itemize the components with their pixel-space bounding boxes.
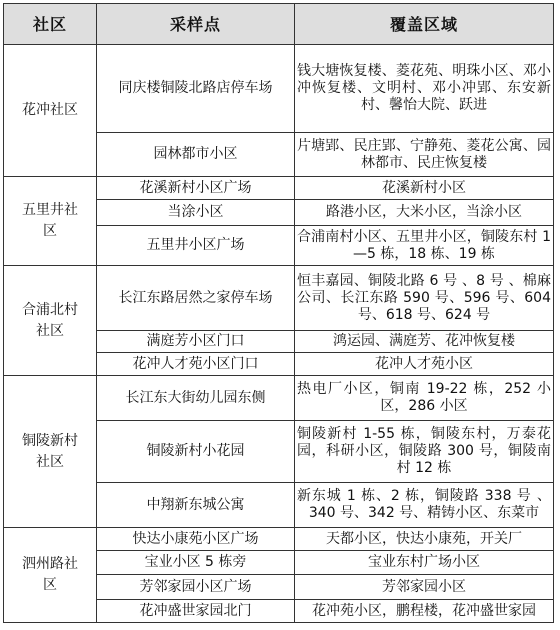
table-row [4,177,554,200]
community-cell [4,528,97,623]
coverage-area-cell: 钱大塘恢复楼、菱花苑、明珠小区、邓小冲恢复楼、文明村、邓小冲郢、东安新村、馨怡大院、跃进 [295,45,554,133]
sampling-sites-table [3,3,554,623]
coverage-area-cell: 宝业东村广场小区 [295,551,554,575]
sampling-site-cell: 花溪新村小区广场 [97,177,295,200]
coverage-area-cell: 花溪新村小区 [295,177,554,200]
community-cell [4,266,97,376]
sampling-site-cell: 花冲盛世家园北门 [97,600,295,623]
community-name: 五里井社区 [22,202,78,239]
coverage-area-cell: 芳邻家园小区 [295,575,554,600]
header-community: 社区 [4,4,97,45]
coverage-area-cell: 新东城 1 栋、2 栋，铜陵路 338 号 、340 号、342 号、精铸小区、东菜市 [295,483,554,528]
sampling-site-cell: 当涂小区 [97,200,295,226]
table-row [4,528,554,551]
coverage-area-cell: 鸿运园、满庭芳、花冲恢复楼 [295,331,554,353]
table-row [4,266,554,331]
sampling-site-cell: 芳邻家园小区广场 [97,575,295,600]
community-cell [4,177,97,266]
coverage-area-cell: 合浦南村小区、五里井小区，铜陵东村 1—5 栋，18 栋、19 栋 [295,226,554,266]
sampling-site-cell: 园林都市小区 [97,133,295,177]
table-row [4,45,554,133]
community-name: 花冲社区 [22,102,78,118]
community-cell [4,376,97,528]
sampling-site-cell: 长江东路居然之家停车场 [97,266,295,331]
community-cell [4,45,97,177]
coverage-area-cell: 片塘郢、民庄郢、宁静苑、菱花公寓、园林都市、民庄恢复楼 [295,133,554,177]
coverage-area-cell: 铜陵新村 1-55 栋，铜陵东村，万泰花园，科研小区，铜陵路 300 号，铜陵南村 12 栋 [295,421,554,483]
sampling-site-cell: 同庆楼铜陵北路店停车场 [97,45,295,133]
sampling-site-cell: 花冲人才苑小区门口 [97,353,295,376]
sampling-site-cell: 铜陵新村小花园 [97,421,295,483]
sampling-site-cell: 五里井小区广场 [97,226,295,266]
coverage-area-cell: 热电厂小区，铜南 19-22 栋，252 小区，286 小区 [295,376,554,421]
coverage-area-cell: 花冲人才苑小区 [295,353,554,376]
coverage-area-cell: 路港小区，大米小区，当涂小区 [295,200,554,226]
community-name: 合浦北村社区 [22,301,78,339]
sampling-site-cell: 长江东大街幼儿园东侧 [97,376,295,421]
table-row [4,376,554,421]
sampling-site-cell: 满庭芳小区门口 [97,331,295,353]
sampling-site-cell: 中翔新东城公寓 [97,483,295,528]
community-name: 铜陵新村社区 [22,432,78,470]
coverage-area-cell: 天都小区，快达小康苑，开关厂 [295,528,554,551]
coverage-area-cell: 花冲苑小区，鹏程楼，花冲盛世家园 [295,600,554,623]
sampling-site-cell: 宝业小区 5 栋旁 [97,551,295,575]
header-coverage-area: 覆盖区域 [295,4,554,45]
sampling-site-cell: 快达小康苑小区广场 [97,528,295,551]
header-sampling-site: 采样点 [97,4,295,45]
community-name: 泗州路社区 [22,556,78,593]
header-row [4,4,554,45]
table [3,3,554,623]
coverage-area-cell: 恒丰嘉园、铜陵北路 6 号 、8 号 、棉麻公司、长江东路 590 号、596 号、604 号、618 号、624 号 [295,266,554,331]
